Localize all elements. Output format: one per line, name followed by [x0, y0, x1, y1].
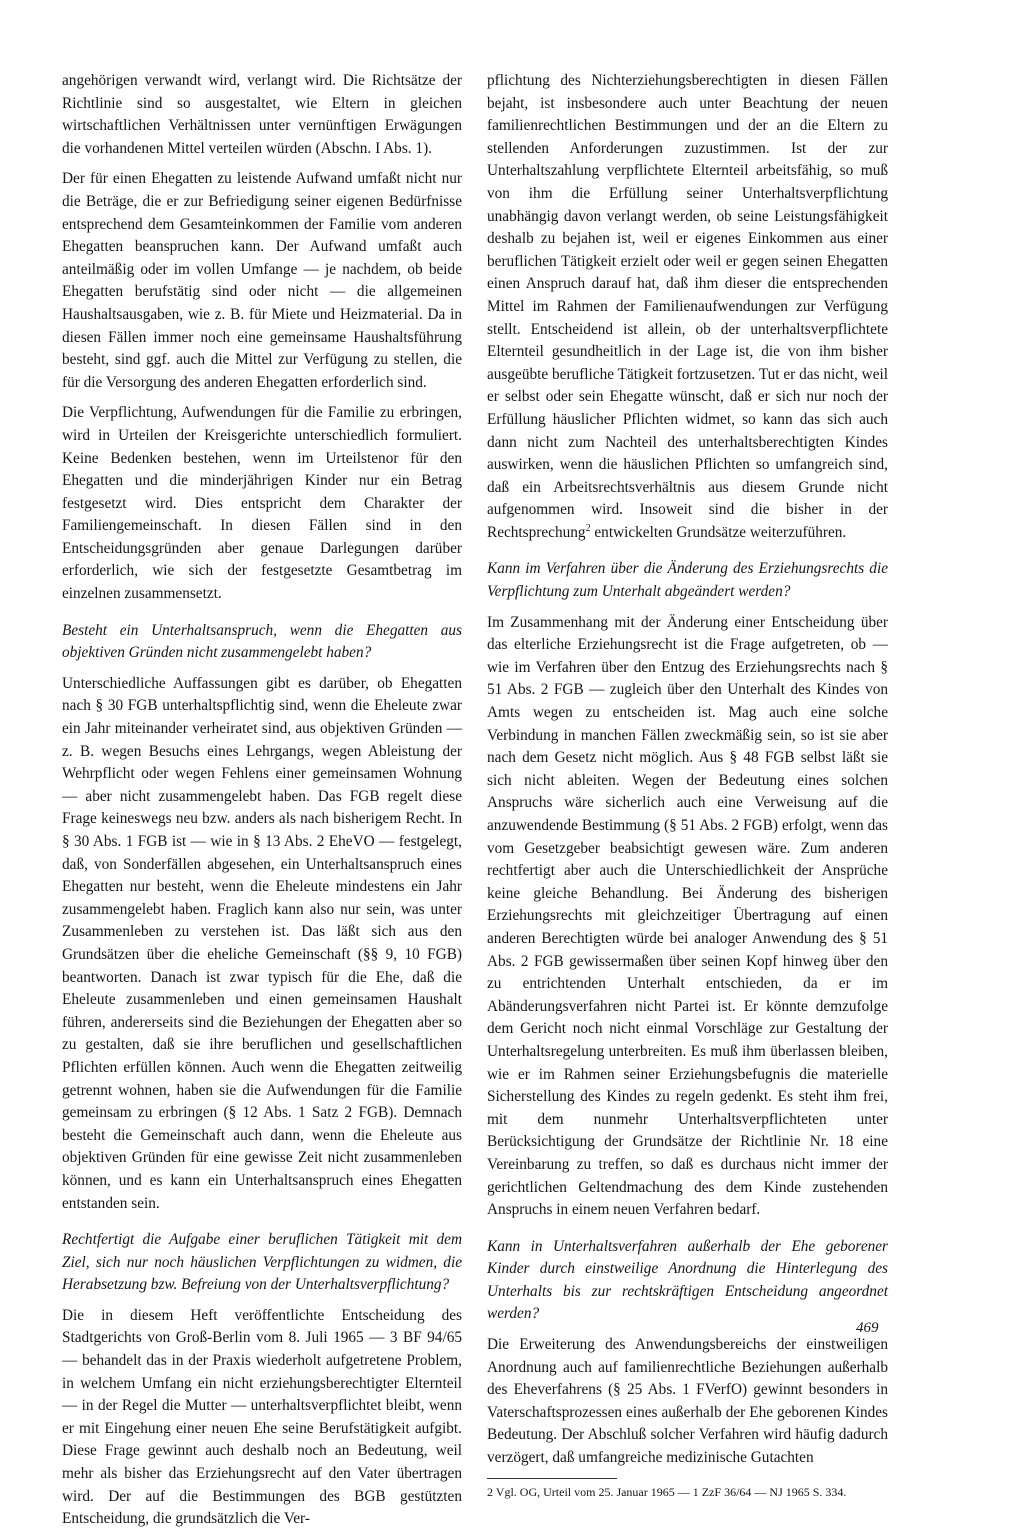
footnote-marker: 2: [585, 522, 591, 534]
paragraph: Unterschiedliche Auffassungen gibt es darüber, ob Ehegatten nach § 30 FGB unterhaltspflichtig sind, wenn die Eheleute zwar ein Jahr miteinander verheiratet sind, aus objektiven Gründen — z. B. wegen Besuchs eines Lehrgangs, wegen Ableistung der Wehrpflicht oder wegen Fehlens einer gemeinsamen Wohnung — aber nicht zusammengelebt haben. Das FGB regelt diese Frage keineswegs neu bzw. anders als nach bisherigem Recht. In § 30 Abs. 1 FGB ist — wie in § 13 Abs. 2 EheVO — festgelegt, daß, von Sonderfällen abgesehen, ein Unterhaltsanspruch eines Ehegatten nur besteht, wenn die Eheleute mindestens ein Jahr zusammengelebt haben. Fraglich kann also nur sein, was unter Zusammenleben zu verstehen ist. Das läßt sich aus den Grundsätzen über die eheliche Gemeinschaft (§§ 9, 10 FGB) beantworten. Danach ist zwar typisch für die Ehe, daß die Eheleute zusammenleben und einen gemeinsamen Haushalt führen, andererseits sind die Beziehungen der Ehegatten aber so zu gestalten, daß sie ihre beruflichen und gesellschaftlichen Pflichten erfüllen können. Auch wenn die Ehegatten zeitweilig getrennt wohnen, haben sie die Aufwendungen für die Familie gemeinsam zu erbringen (§ 12 Abs. 1 Satz 2 FGB). Demnach besteht die Gemeinschaft auch dann, wenn die Eheleute aus objektiven Gründen für eine gewisse Zeit nicht zusammenleben können, und es kann ein Unterhaltsanspruch eines Ehegatten entstanden sein.: [62, 674, 462, 1212]
paragraph: Die in diesem Heft veröffentlichte Entscheidung des Stadtgerichts von Groß-Berlin vom 8. Juli 1965 — 3 BF 94/65 — behandelt das in der Praxis wiederholt aufgetretene Problem, in welchem Umfang ein nicht erziehungsberechtigter Elternteil — in der Regel die Mutter — unterhaltsverpflichtet bleibt, wenn er mit Eingehung einer neuen Ehe seine Berufstätigkeit aufgibt. Diese Frage gewinnt auch deshalb noch an Bedeutung, weil mehr als bisher das Erziehungsrecht auf den Vater übertragen wird. Der auf die Bestimmungen des BGB gestützten Entscheidung, die grundsätzlich die Ver-: [62, 1306, 462, 1528]
footnote: 2 Vgl. OG, Urteil vom 25. Januar 1965 — 1 ZzF 36/64 — NJ 1965 S. 334.: [487, 1484, 847, 1499]
paragraph: Die Erweiterung des Anwendungsbereichs der einstweiligen Anordnung auch auf familienrechtliche Beziehungen außerhalb des Eheverfahrens (§ 25 Abs. 1 FVerfO) gewinnt besonders in Vaterschaftsprozessen eines außerhalb der Ehe geborenen Kindes Bedeutung. Der Abschluß solcher Verfahren wird häufig dadurch verzögert, daß umfangreiche medizinische Gutachten: [487, 1336, 888, 1467]
right-column: [487, 70, 888, 1500]
paragraph: Der für einen Ehegatten zu leistende Aufwand umfaßt nicht nur die Beträge, die er zur Befriedigung seiner eigenen Bedürfnisse entsprechend dem Gesamteinkommen der Familie vom anderen Ehegatten beanspruchen kann. Der Aufwand umfaßt auch anteilmäßig oder im vollen Umfange — je nachdem, ob beide Ehegatten berufstätig sind oder nicht — die allgemeinen Haushaltsausgaben, wie z. B. für Miete und Heizmaterial. Da in diesen Fällen immer noch eine gemeinsame Haushaltsführung besteht, sind ggf. auch die Mittel zur Verfügung zu stellen, die für die Versorgung des anderen Ehegatten erforderlich sind.: [62, 170, 462, 391]
section-heading: Kann in Unterhaltsverfahren außerhalb der Ehe geborener Kinder durch einstweilige Anordnung die Hinterlegung des Unterhalts bis zur rechtskräftigen Entscheidung angeordnet werden?: [487, 1237, 888, 1323]
footnote-divider: [487, 1478, 617, 1479]
paragraph-text: pflichtung des Nichterziehungsberechtigten in diesen Fällen bejaht, ist insbesondere auch unter Beachtung der neuen familienrechtlichen Bestimmungen und der an die Eltern zu stellenden Anforderungen zuzustimmen. Ist der zur Unterhaltszahlung verpflichtete Elternteil arbeitsfähig, so muß von ihm die Erfüllung seiner Unterhaltsverpflichtung unabhängig davon verlangt werden, ob seine Leistungsfähigkeit deshalb zu bejahen ist, weil er eigenes Einkommen aus einer beruflichen Tätigkeit erzielt oder weil er gegen seinen Ehegatten einen Anspruch darauf hat, daß ihm dieser die entsprechenden Mittel im Rahmen der Familienaufwendungen zur Verfügung stellt. Entscheidend ist allein, ob der unterhaltsverpflichtete Elternteil gesundheitlich in der Lage ist, die von ihm bisher ausgeübte berufliche Tätigkeit fortzusetzen. Tut er das nicht, weil er selbst oder sein Ehegatte wünscht, daß er sich nur noch der Erfüllung häuslicher Pflichten widmet, so kann das sich auch dann nicht zum Nachteil des unterhaltsberechtigten Kindes auswirken, wenn die häuslichen Pflichten so umfangreich sind, daß ein Arbeitsrechtsverhältnis aus diesem Grunde nicht aufgenommen wird. Insoweit sind die bisher in der Rechtsprechung: [487, 72, 888, 541]
page-number: 469: [856, 1320, 879, 1336]
paragraph: [487, 70, 888, 544]
paragraph: Im Zusammenhang mit der Änderung einer Entscheidung über das elterliche Erziehungsrecht ist die Frage aufgetreten, ob — wie im Verfahren über den Entzug des Erziehungsrechts nach § 51 Abs. 2 FGB — zugleich über den Unterhalt des Kindes von Amts wegen zu entscheiden ist. Mag auch eine solche Verbindung in manchen Fällen zweckmäßig sein, so ist sie aber nach dem Gesetz nicht möglich. Aus § 48 FGB selbst läßt sie sich nicht ableiten. Wegen der Bedeutung eines solchen Anspruchs wäre sicherlich auch eine Verweisung auf die anzuwendende Bestimmung (§ 51 Abs. 2 FGB) erfolgt, wenn das vom Gesetzgeber beabsichtigt gewesen wäre. Zum anderen rechtfertigt aber auch die Unterschiedlichkeit der Ansprüche keine gleiche Behandlung. Bei Änderung des bisherigen Erziehungsrechts mit gleichzeitiger Übertragung auf einen anderen Berechtigten würde bei analoger Anwendung des § 51 Abs. 2 FGB gewissermaßen über seinen Kopf hinweg über den zu entrichtenden Unterhalt entschieden, da er im Abänderungsverfahren nicht Partei ist. Er könnte demzufolge dem Gericht noch nicht einmal Vorschläge zur Gestaltung der Unterhaltsregelung unterbreiten. Es muß ihm überlassen bleiben, wie er im Rahmen seiner Erziehungsbefugnis die materielle Sicherstellung des Kindes zu regeln gedenkt. Es steht ihm frei, mit dem nunmehr Unterhaltsverpflichteten unter Berücksichtigung der Grundsätze der Richtlinie Nr. 18 eine Vereinbarung zu treffen, so daß es durchaus nicht immer der gerichtlichen Geltendmachung des dem Kinde zustehenden Anspruchs in einem neuen Verfahren bedarf.: [487, 613, 888, 1219]
left-column: [62, 70, 462, 1539]
section-heading: Kann im Verfahren über die Änderung des Erziehungsrechts die Verpflichtung zum Unterhalt abgeändert werden?: [487, 560, 888, 601]
section-heading: Besteht ein Unterhaltsanspruch, wenn die Ehegatten aus objektiven Gründen nicht zusammengelebt haben?: [62, 621, 462, 662]
paragraph: angehörigen verwandt wird, verlangt wird. Die Richtsätze der Richtlinie sind so ausgestaltet, wie Eltern in gleichen wirtschaftlichen Verhältnissen unter vernünftigen Erwägungen die vorhandenen Mittel verteilen würden (Abschn. I Abs. 1).: [62, 72, 462, 157]
paragraph: Die Verpflichtung, Aufwendungen für die Familie zu erbringen, wird in Urteilen der Kreisgerichte unterschiedlich formuliert. Keine Bedenken bestehen, wenn im Urteilstenor für den Ehegatten und die minderjährigen Kinder nur ein Betrag festgesetzt wird. Dies entspricht dem Charakter der Familiengemeinschaft. In diesen Fällen sind in den Entscheidungsgründen aber genaue Darlegungen darüber erforderlich, wie sich der festgesetzte Gesamtbetrag im einzelnen zusammensetzt.: [62, 404, 462, 603]
section-heading: Rechtfertigt die Aufgabe einer beruflichen Tätigkeit mit dem Ziel, sich nur noch häuslichen Verpflichtungen zu widmen, die Herabsetzung bzw. Befreiung von der Unterhaltsverpflichtung?: [62, 1231, 462, 1294]
paragraph-text: entwickelten Grundsätze weiterzuführen.: [590, 523, 847, 541]
